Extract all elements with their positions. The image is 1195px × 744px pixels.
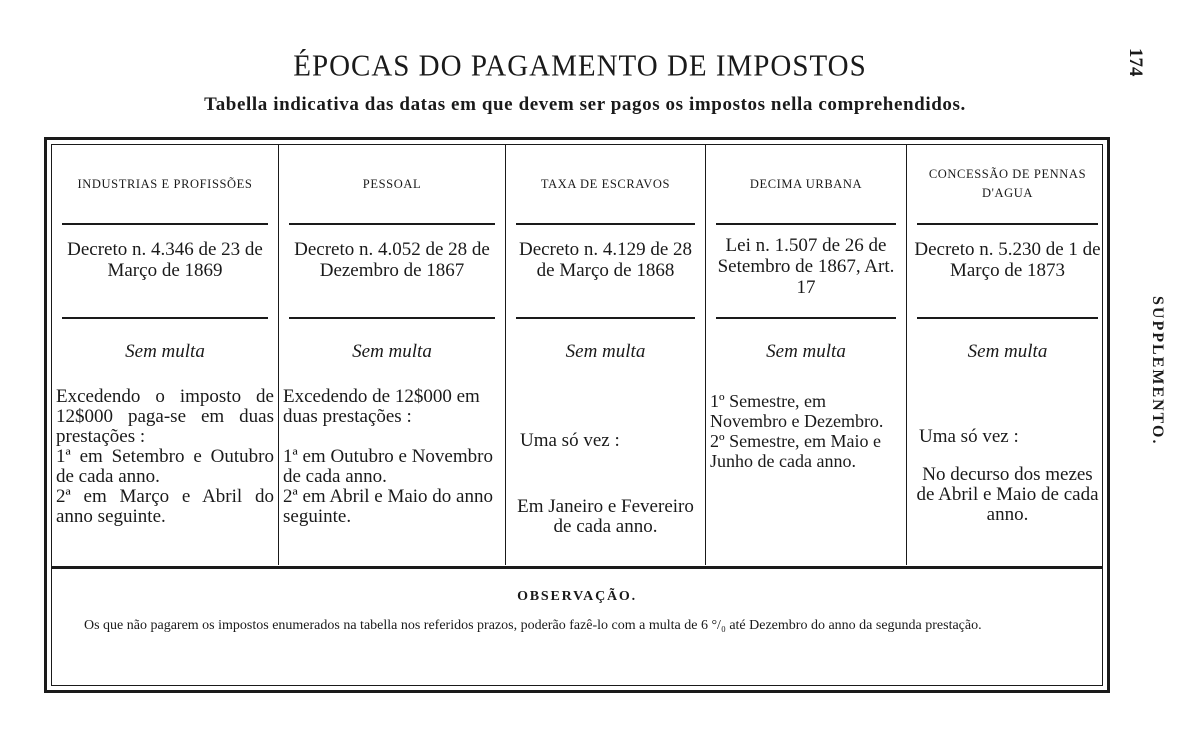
detail-line: 1ª em Setembro e Outubro de cada anno. (56, 446, 274, 487)
column-decree: Lei n. 1.507 de 26 de Setembro de 1867, Art. 17 (717, 235, 895, 298)
column-decima-urbana (706, 145, 907, 565)
column-pessoal (279, 145, 506, 565)
detail-line: Excedendo de 12$000 em duas prestações : (283, 386, 480, 427)
column-penalty: Sem multa (967, 341, 1048, 362)
tax-table (51, 144, 1103, 686)
column-detail (506, 431, 705, 537)
column-header: PESSOAL (362, 176, 422, 191)
detail-line: 2ª em Abril e Maio do anno seguinte. (283, 486, 493, 527)
page-subtitle: Tabella indicativa das datas em que devem ser pagos os impostos nella comprehendidos. (204, 94, 966, 115)
observation-title: OBSERVAÇÃO. (517, 589, 637, 604)
page-title: ÉPOCAS DO PAGAMENTO DE IMPOSTOS (293, 49, 867, 83)
detail-line: 2º Semestre, em Maio e Junho de cada anno. (710, 431, 882, 471)
column-taxa-escravos (506, 145, 706, 565)
column-decree: Decreto n. 4.052 de 28 de Dezembro de 1867 (294, 239, 490, 281)
column-penalty: Sem multa (125, 341, 205, 362)
detail-line: Excedendo o imposto de 12$000 paga-se em duas prestações : (56, 386, 274, 447)
column-decree: Decreto n. 4.129 de 28 de Março de 1868 (518, 239, 693, 281)
detail-line: No decurso dos mezes de Abril e Maio de cada anno. (916, 464, 1099, 525)
column-detail (706, 369, 906, 471)
column-penalty: Sem multa (352, 341, 432, 362)
column-decree: Decreto n. 4.346 de 23 de Março de 1869 (67, 239, 263, 281)
detail-line: Uma só vez : (919, 426, 1019, 447)
column-penalty: Sem multa (565, 341, 646, 362)
tax-table-frame (44, 137, 1110, 693)
column-detail (279, 369, 505, 527)
column-penalty: Sem multa (766, 341, 846, 362)
observation-text: Os que não pagarem os impostos enumerados na tabella nos referidos prazos, poderão fazê-lo com a multa de 6 °/₀ até Dezembro do anno da segunda prestação. (84, 618, 982, 633)
detail-line: 1ª em Outubro e Novembro de cada anno. (283, 446, 493, 487)
detail-line: 1º Semestre, em Novembro e Dezembro. (710, 391, 884, 431)
column-header: TAXA DE ESCRAVOS (540, 176, 671, 191)
column-pennas-agua (907, 145, 1108, 565)
column-industrias (52, 145, 279, 565)
column-detail (907, 427, 1108, 525)
column-detail (52, 369, 278, 527)
column-decree: Decreto n. 5.230 de 1 de Março de 1873 (914, 239, 1101, 281)
table-columns (52, 145, 1102, 565)
side-label: SUPPLEMENTO. (1149, 296, 1166, 446)
detail-line: Em Janeiro e Fevereiro de cada anno. (517, 496, 694, 537)
page-number: 174 (1125, 48, 1146, 77)
column-header: CONCESSÃO DE PENNAS D'AGUA (928, 167, 1087, 200)
column-header: DECIMA URBANA (749, 176, 863, 191)
observation-section (52, 566, 1102, 685)
detail-line: Uma só vez : (520, 430, 620, 451)
column-header: INDUSTRIAS E PROFISSÕES (77, 176, 253, 191)
detail-line: 2ª em Março e Abril do anno seguinte. (56, 486, 274, 527)
